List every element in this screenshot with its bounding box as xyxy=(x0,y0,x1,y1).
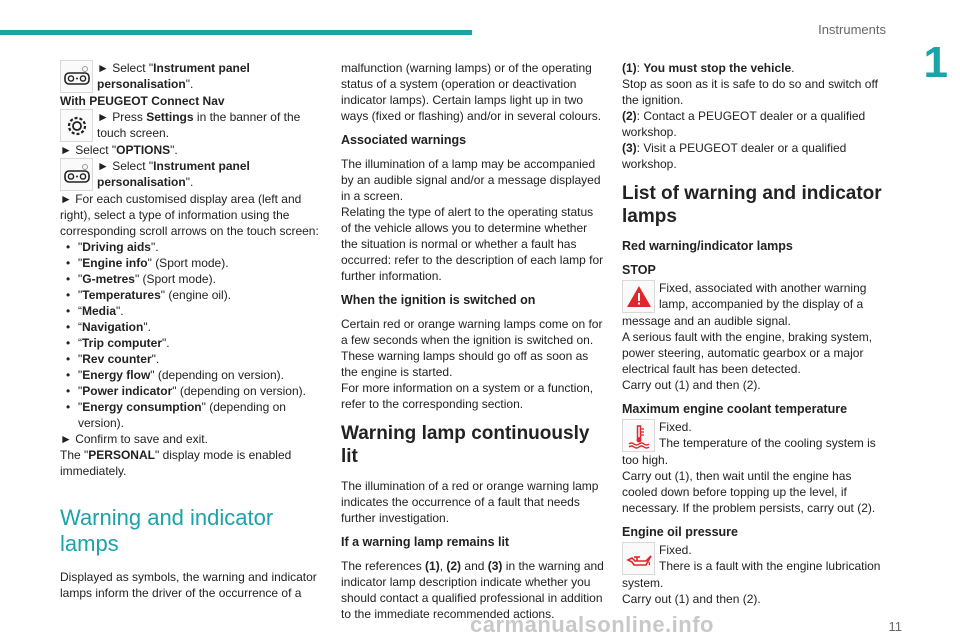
oil-pressure-icon xyxy=(622,542,655,575)
column-1 xyxy=(60,60,328,601)
warning-lamps-heading: Warning and indicator lamps xyxy=(60,505,274,556)
reference-3: (3): Visit a PEUGEOT dealer or a qualified workshop. xyxy=(622,141,847,171)
instrument-panel-icon xyxy=(60,60,93,93)
section-title: Instruments xyxy=(818,22,886,37)
paragraph: Certain red or orange warning lamps come on for a few seconds when the ignition is switched on. These warning lamps should go off as soon as the engine is started. xyxy=(341,317,603,379)
oil-text-cont: system. xyxy=(622,576,664,590)
step-text-end: ". xyxy=(185,77,194,91)
list-item: • "Rev counter". xyxy=(60,351,328,367)
step-bold: OPTIONS xyxy=(116,143,171,157)
remains-lit-heading: If a warning lamp remains lit xyxy=(341,535,510,549)
column-2 xyxy=(341,60,605,622)
list-item: • "Engine info" (Sport mode). xyxy=(60,255,328,271)
oil-action: Carry out (1) and then (2). xyxy=(622,592,761,606)
stop-warning-icon xyxy=(622,280,655,313)
step-instrument-panel xyxy=(60,60,328,93)
list-item: • "Temperatures" (engine oil). xyxy=(60,287,328,303)
associated-warnings-heading: Associated warnings xyxy=(341,133,467,147)
step-text: ► Press xyxy=(97,110,147,124)
step-text-end: ". xyxy=(170,143,178,157)
list-item: • "G-metres" (Sport mode). xyxy=(60,271,328,287)
list-item: • "Driving aids". xyxy=(60,239,328,255)
step-text: ► Select " xyxy=(97,159,154,173)
instrument-panel-icon xyxy=(60,158,93,191)
stop-lamp-row xyxy=(622,280,884,313)
paragraph: malfunction (warning lamps) or of the operating status of a system (operation or deactivation indicator lamps). Certain lamps light up in two ways (fixed or flashing) and/or in several colours. xyxy=(341,61,602,123)
list-item: • “Trip computer". xyxy=(60,335,328,351)
list-item: • “Media". xyxy=(60,303,328,319)
reference-2: (2): Contact a PEUGEOT dealer or a qualified workshop. xyxy=(622,109,866,139)
settings-gear-icon xyxy=(60,109,93,142)
coolant-temperature-icon xyxy=(622,419,655,452)
oil-lamp-row xyxy=(622,542,884,575)
info-type-list xyxy=(60,239,328,431)
step-instrument-panel-2 xyxy=(60,158,328,191)
lamp-list-heading: List of warning and indicator lamps xyxy=(622,183,882,227)
list-item: • "Energy consumption" (depending on version). xyxy=(60,399,328,431)
confirm-step: ► Confirm to save and exit. xyxy=(60,432,208,446)
coolant-lamp-row xyxy=(622,419,884,452)
step-bold: Instrument panel personalisation xyxy=(97,159,250,189)
step-bold: Settings xyxy=(146,110,194,124)
personal-mode-note: The "PERSONAL" display mode is enabled immediately. xyxy=(60,448,292,478)
references-paragraph: The references (1), (2) and (3) in the warning and indicator lamp description indicate whether you should contact a qualified professional in addition to the immediate recommended actions. xyxy=(341,559,604,621)
step-text: ► Select " xyxy=(60,143,117,157)
warning-lamps-intro: Displayed as symbols, the warning and indicator lamps inform the driver of the occurrence of a xyxy=(60,570,317,600)
step-text-end: ". xyxy=(185,175,194,189)
ignition-heading: When the ignition is switched on xyxy=(341,293,536,307)
oil-text: Fixed. There is a fault with the engine lubrication xyxy=(659,543,881,573)
paragraph: The illumination of a red or orange warning lamp indicates the occurrence of a fault that needs further investigation. xyxy=(341,479,599,525)
continuously-lit-heading: Warning lamp continuously lit xyxy=(341,423,590,467)
list-item: • "Power indicator" (depending on version). xyxy=(60,383,328,399)
step-text-end: in the banner of the touch screen. xyxy=(97,110,301,140)
stop-action: Carry out (1) and then (2). xyxy=(622,378,761,392)
connect-nav-heading: With PEUGEOT Connect Nav xyxy=(60,94,225,108)
stop-heading: STOP xyxy=(622,263,656,277)
step-text: ► Select " xyxy=(97,61,154,75)
coolant-heading: Maximum engine coolant temperature xyxy=(622,402,848,416)
chapter-number: 1 xyxy=(923,38,948,87)
list-item: • "Energy flow" (depending on version). xyxy=(60,367,328,383)
paragraph: Relating the type of alert to the operating status of the vehicle allows you to determine whether the situation is normal or whether a fault has occurred: refer to the description of each lamp for further information. xyxy=(341,205,604,283)
reference-1: (1): You must stop the vehicle. xyxy=(622,61,795,75)
reference-1-text: Stop as soon as it is safe to do so and switch off the ignition. xyxy=(622,77,878,107)
red-lamps-heading: Red warning/indicator lamps xyxy=(622,239,793,253)
step-bold: Instrument panel personalisation xyxy=(97,61,250,91)
stop-text-cont: message and an audible signal. xyxy=(622,314,791,328)
paragraph: The illumination of a lamp may be accompanied by an audible signal and/or a message displayed in a screen. xyxy=(341,157,601,203)
column-3 xyxy=(622,60,884,607)
stop-description: A serious fault with the engine, braking system, power steering, automatic gearbox or a major electrical fault has been detected. xyxy=(622,330,873,376)
header-accent-bar xyxy=(0,30,472,35)
page-number: 11 xyxy=(888,619,902,634)
watermark: carmanualsonline.info xyxy=(470,612,714,637)
stop-text: Fixed, associated with another warning lamp, accompanied by the display of a xyxy=(659,281,867,311)
list-item: • “Navigation". xyxy=(60,319,328,335)
coolant-text-cont: too high. xyxy=(622,453,669,467)
coolant-action: Carry out (1), then wait until the engine has cooled down before topping up the level, if necessary. If the problem persists, carry out (2). xyxy=(622,469,876,515)
step-choose-info: ► For each customised display area (left and right), select a type of information using the corresponding scroll arrows on the touch screen: xyxy=(60,192,319,238)
oil-pressure-heading: Engine oil pressure xyxy=(622,525,739,539)
paragraph: For more information on a system or a function, refer to the corresponding section. xyxy=(341,381,594,411)
coolant-text: Fixed. The temperature of the cooling system is xyxy=(659,420,876,450)
step-settings xyxy=(60,109,328,142)
